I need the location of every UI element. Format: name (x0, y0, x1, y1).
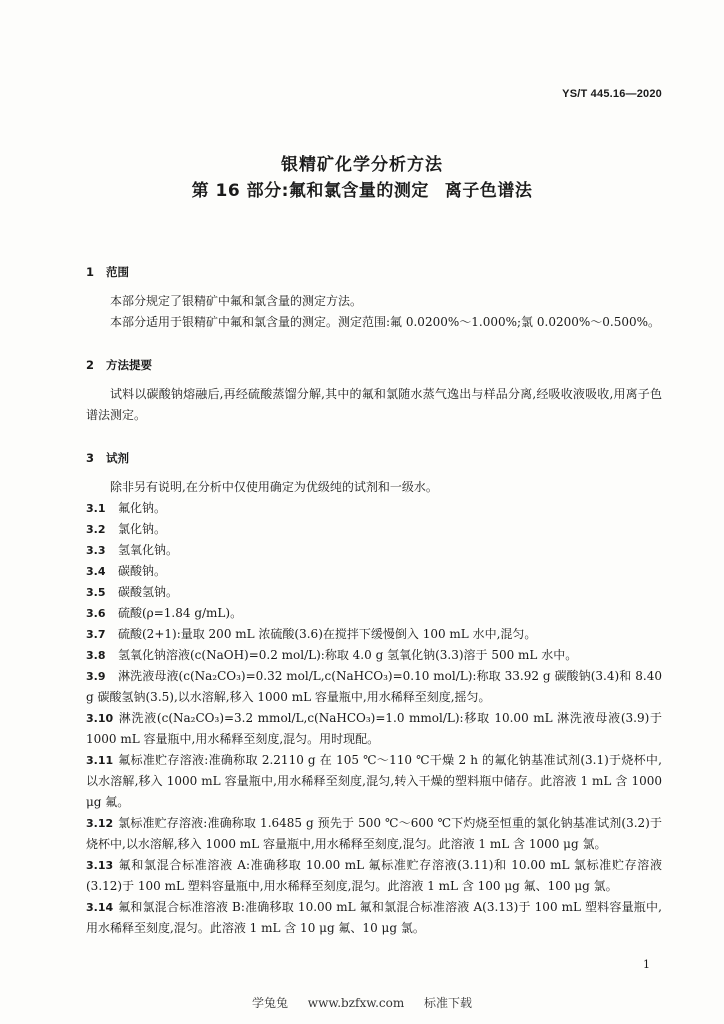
document-body (86, 262, 662, 939)
subtitle-part: 第 16 部分:氟和氯含量的测定 (191, 181, 429, 201)
footer-site-name: 学兔兔 (251, 996, 288, 1010)
scope-paragraph: 本部分规定了银精矿中氟和氯含量的测定方法。 (110, 294, 363, 308)
footer-watermark (0, 994, 724, 1011)
reagent-item: 3.13 氟和氯混合标准溶液 A:准确移取 10.00 mL 氟标准贮存溶液(3.11)和 10.00 mL 氯标准贮存溶液(3.12)于 100 mL 塑料容量瓶中,用水稀释至刻度,混匀。此溶液 1 mL 含 100 μg 氟、100 μg 氯。 (86, 858, 662, 893)
section-heading-reagents: 3 试剂 (86, 451, 129, 465)
reagent-item: 3.5 碳酸氢钠。 (86, 585, 179, 599)
reagent-item: 3.7 硫酸(2+1):量取 200 mL 浓硫酸(3.6)在搅拌下缓慢倒入 100 mL 水中,混匀。 (86, 627, 537, 641)
document-subtitle (0, 176, 724, 201)
footer-url[interactable]: www.bzfxw.com (307, 996, 405, 1010)
reagents-intro: 除非另有说明,在分析中仅使用确定为优级纯的试剂和一级水。 (110, 480, 438, 494)
reagent-item: 3.10 淋洗液(c(Na₂CO₃)=3.2 mmol/L,c(NaHCO₃)=1.0 mmol/L):移取 10.00 mL 淋洗液母液(3.9)于 1000 mL 容量瓶中,用水稀释至刻度,混匀。用时现配。 (86, 711, 662, 746)
section-heading-scope: 1 范围 (86, 265, 129, 279)
reagent-item: 3.4 碳酸钠。 (86, 564, 167, 578)
reagent-item: 3.2 氯化钠。 (86, 522, 167, 536)
reagent-item: 3.3 氢氧化钠。 (86, 543, 179, 557)
reagent-item: 3.12 氯标准贮存溶液:准确称取 1.6485 g 预先于 500 ℃～600 ℃下灼烧至恒重的氯化钠基准试剂(3.2)于烧杯中,以水溶解,移入 1000 mL 容量瓶中,用水稀释至刻度,混匀。此溶液 1 mL 含 1000 μg 氯。 (86, 816, 662, 851)
reagent-item: 3.9 淋洗液母液(c(Na₂CO₃)=0.32 mol/L,c(NaHCO₃)=0.10 mol/L):称取 33.92 g 碳酸钠(3.4)和 8.40 g 碳酸氢钠(3.5),以水溶解,移入 1000 mL 容量瓶中,用水稀释至刻度,摇匀。 (86, 669, 662, 704)
reagent-item: 3.11 氟标准贮存溶液:准确称取 2.2110 g 在 105 ℃～110 ℃干燥 2 h 的氟化钠基准试剂(3.1)于烧杯中,以水溶解,移入 1000 mL 容量瓶中,用水稀释至刻度,混匀,转入干燥的塑料瓶中储存。此溶液 1 mL 含 1000 μg 氟。 (86, 753, 662, 809)
reagent-item: 3.6 硫酸(ρ=1.84 g/mL)。 (86, 606, 243, 620)
reagent-item: 3.14 氟和氯混合标准溶液 B:准确移取 10.00 mL 氟和氯混合标准溶液 A(3.13)于 100 mL 塑料容量瓶中,用水稀释至刻度,混匀。此溶液 1 mL 含 10 μg 氟、10 μg 氯。 (86, 900, 662, 935)
footer-slogan: 标准下载 (424, 996, 473, 1010)
section-heading-principle: 2 方法提要 (86, 358, 152, 372)
page-number: 1 (643, 958, 650, 971)
reagent-item: 3.8 氢氧化钠溶液(c(NaOH)=0.2 mol/L):称取 4.0 g 氢氧化钠(3.3)溶于 500 mL 水中。 (86, 648, 578, 662)
standard-code: YS/T 445.16—2020 (562, 88, 662, 100)
scope-paragraph: 本部分适用于银精矿中氟和氯含量的测定。测定范围:氟 0.0200%～1.000%;氯 0.0200%～0.500%。 (110, 315, 661, 329)
principle-paragraph: 试料以碳酸钠熔融后,再经硫酸蒸馏分解,其中的氟和氯随水蒸气逸出与样品分离,经吸收液吸收,用离子色谱法测定。 (86, 387, 662, 422)
reagent-item: 3.1 氟化钠。 (86, 501, 167, 515)
document-title: 银精矿化学分析方法 (281, 155, 443, 175)
subtitle-method: 离子色谱法 (444, 181, 533, 201)
